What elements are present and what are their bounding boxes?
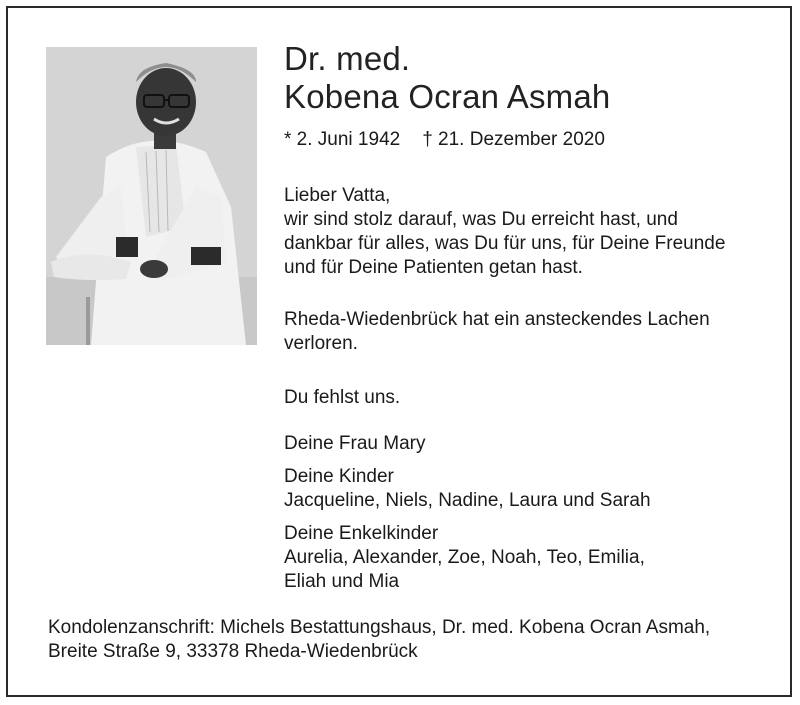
grandchildren-block [284, 522, 784, 594]
portrait-illustration [46, 47, 257, 345]
notice-text-column [284, 40, 784, 594]
life-dates [284, 128, 784, 152]
children-block [284, 465, 784, 513]
condolence-address [48, 616, 778, 664]
condolence-line: Kondolenzanschrift: Michels Bestattungshaus, Dr. med. Kobena Ocran Asmah, [48, 617, 711, 638]
message-line: und für Deine Patienten getan hast. [284, 257, 583, 278]
message-line: wir sind stolz darauf, was Du erreicht hast, und [284, 209, 678, 230]
wife-line: Deine Frau Mary [284, 433, 426, 454]
message-block [284, 184, 784, 280]
town-block [284, 308, 784, 356]
children-names: Jacqueline, Niels, Nadine, Laura und Sarah [284, 490, 651, 511]
message-line: dankbar für alles, was Du für uns, für Deine Freunde [284, 233, 726, 254]
children-label: Deine Kinder [284, 466, 394, 487]
birth-date: * 2. Juni 1942 [284, 129, 401, 150]
death-date: † 21. Dezember 2020 [422, 129, 605, 150]
grandchildren-names: Aurelia, Alexander, Zoe, Noah, Teo, Emilia, [284, 547, 645, 568]
grandchildren-label: Deine Enkelkinder [284, 523, 439, 544]
title-line-1: Dr. med. [284, 40, 411, 77]
portrait-photo [46, 47, 257, 345]
town-line: Rheda-Wiedenbrück hat ein ansteckendes Lachen [284, 309, 710, 330]
missed-line: Du fehlst uns. [284, 387, 401, 408]
town-line: verloren. [284, 333, 358, 354]
grandchildren-names: Eliah und Mia [284, 571, 400, 592]
deceased-name: Kobena Ocran Asmah [284, 78, 611, 115]
message-line: Lieber Vatta, [284, 185, 391, 206]
condolence-line: Breite Straße 9, 33378 Rheda-Wiedenbrück [48, 641, 418, 662]
